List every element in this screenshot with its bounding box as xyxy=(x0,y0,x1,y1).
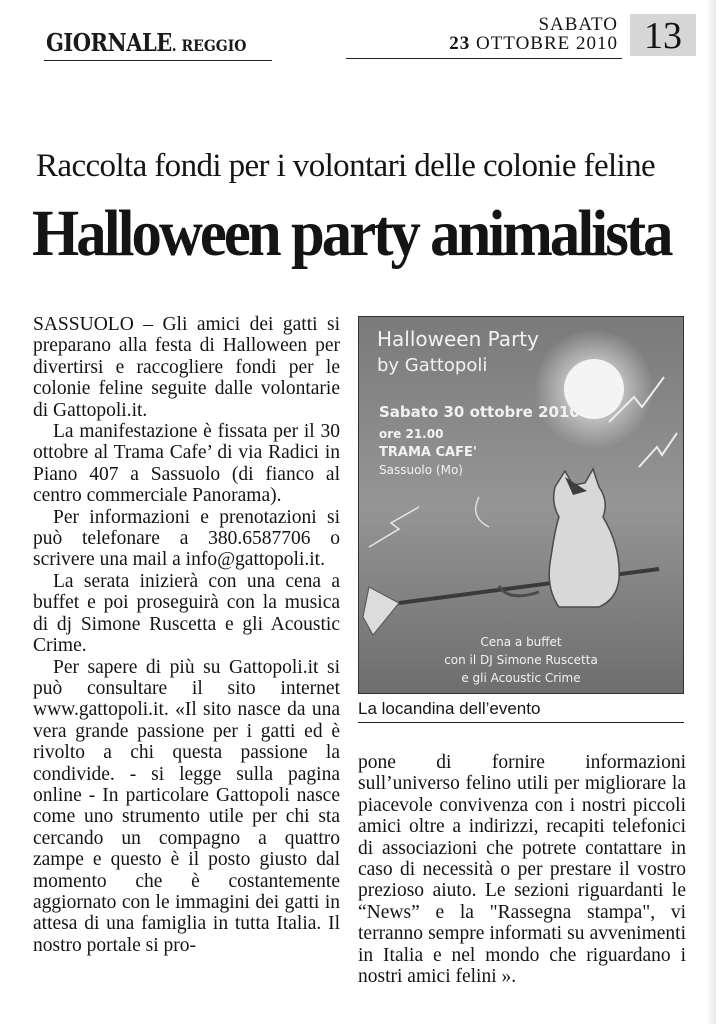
paragraph: SASSUOLO – Gli amici dei gatti si preparano alla festa di Halloween per divertirsi e raccogliere fondi per le colonie feline seguite dalle volontarie di Gattopoli.it. xyxy=(33,314,340,421)
kicker-subtitle: Raccolta fondi per i volontari delle colonie feline xyxy=(36,148,656,184)
issue-date xyxy=(346,14,622,59)
paragraph: La manifestazione è fissata per il 30 ottobre al Trama Cafe’ di via Radici in Piano 407 a Sassuolo (di fianco al centro commerciale Panorama). xyxy=(33,421,340,507)
paragraph: Per sapere di più su Gattopoli.it si può consultare il sito internet www.gattopoli.it. «Il sito nasce da una vera grande passione per i gatti ed è rivolto a chi questa passione la condivide. - si legge sulla pagina online - In particolare Gattopoli nasce come uno strumento utile per chi sta cercando un compagno a quattro zampe e questo è il posto giusto dal momento che è costantemente aggiornato con le immagini dei gatti in attesa di una famiglia in tutta Italia. Il nostro portale si pro- xyxy=(33,656,340,956)
article-column-right xyxy=(358,752,686,987)
paragraph: pone di fornire informazioni sull’universo felino utili per migliorare la piacevole convivenza con i nostri piccoli amici oltre a indirizzi, recapiti telefonici di associazioni che potrete contattare in caso di necessità o per prestare il vostro prezioso aiuto. Le sezioni riguardanti le “News” e la "Rassegna stampa", vi terranno sempre informati su avvenimenti in Italia e nel mondo che riguardano i nostri amici felini ». xyxy=(358,752,686,988)
poster-line: e gli Acoustic Crime xyxy=(461,671,581,685)
page-number: 13 xyxy=(630,14,696,56)
masthead xyxy=(44,22,272,61)
paragraph: La serata inizierà con una cena a buffet e poi proseguirà con la musica di dj Simone Ruscetta e gli Acoustic Crime. xyxy=(33,570,340,657)
poster-caption: La locandina dell’evento xyxy=(358,698,684,723)
poster-organizer: by Gattopoli xyxy=(377,355,488,376)
poster-line: con il DJ Simone Ruscetta xyxy=(444,653,598,667)
article-column-left xyxy=(33,314,340,956)
poster-venue: TRAMA CAFE' xyxy=(379,445,477,460)
full-date: 23 OTTOBRE 2010 xyxy=(449,33,618,54)
article-headline: Halloween party animalista xyxy=(32,197,671,270)
poster-city: Sassuolo (Mo) xyxy=(379,463,463,477)
poster-title: Halloween Party xyxy=(377,327,539,351)
poster-date: Sabato 30 ottobre 2010 xyxy=(379,403,580,421)
day-name: SABATO xyxy=(538,14,618,35)
poster-line: Cena a buffet xyxy=(480,635,562,649)
newspaper-logo: GIORNALE. REGGIO xyxy=(46,28,247,57)
paragraph: Per informazioni e prenotazioni si può telefonare a 380.6587706 o scrivere una mail a info@gattopoli.it. xyxy=(33,506,340,571)
scan-edge-shadow xyxy=(706,0,716,1024)
event-poster xyxy=(358,316,684,694)
poster-time: ore 21.00 xyxy=(379,427,444,441)
